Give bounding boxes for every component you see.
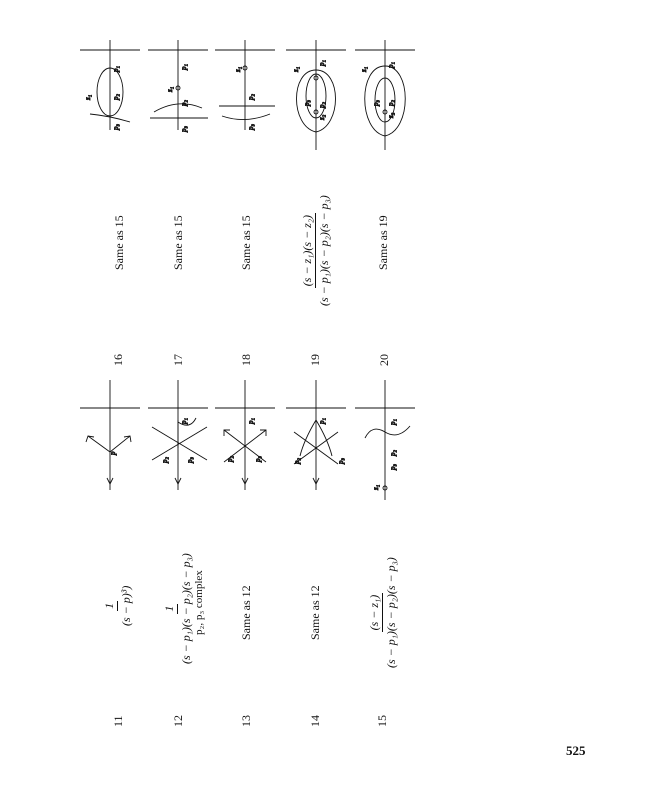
pole-label-p1-15: p₁ [389, 419, 397, 425]
zero-label-z1-19: z₁ [292, 66, 300, 72]
row-number-14: 14 [308, 715, 322, 727]
pole-label-p3: p₃ [186, 457, 194, 463]
transfer-function-20: Same as 19 [376, 215, 390, 270]
row-number-12: 12 [171, 715, 185, 727]
root-locus-16 [80, 40, 140, 131]
zero-label-z1: z₁ [372, 484, 380, 490]
root-locus-11 [80, 380, 140, 490]
pole-label-p1-19: p₁ [318, 60, 326, 66]
row-number-20: 20 [377, 354, 391, 366]
zero-label-z1-16: z₁ [84, 94, 92, 100]
root-locus-17 [148, 40, 208, 133]
pole-label-p2-19: p₂ [318, 102, 326, 108]
pole-label-p1-16: p₁ [112, 66, 120, 72]
row-number-11: 11 [111, 715, 125, 727]
root-locus-19 [286, 40, 346, 150]
pole-label-p1-17: p₁ [180, 64, 188, 70]
pole-label-p3-18: p₃ [247, 124, 255, 130]
zero-label-z2-20: z₂ [387, 112, 395, 118]
transfer-function-14: Same as 12 [308, 585, 322, 640]
row-number-18: 18 [239, 354, 253, 366]
root-locus-15 [355, 380, 415, 500]
root-locus-18 [215, 40, 275, 131]
zero-label-z1-20: z₁ [360, 66, 368, 72]
transfer-function-17: Same as 15 [171, 215, 185, 270]
transfer-function-19: (s − z₁)(s − z₂) (s − p₁)(s − p₂)(s − p₃) [300, 195, 331, 306]
pole-label-p1-14: p₁ [318, 418, 326, 424]
zero-label-z2-19: z₂ [318, 114, 326, 120]
zero-label-z1-18: z₁ [234, 66, 242, 72]
pole-label-p2: p₂ [161, 457, 169, 463]
pole-label-p2-13: p₂ [226, 456, 234, 462]
transfer-function-15: (s − z₁) (s − p₁)(s − p₂)(s − p₃) [367, 557, 398, 668]
pole-label-p1: p₁ [180, 418, 188, 424]
transfer-function-13: Same as 12 [239, 585, 253, 640]
pole-label-p1-13: p₁ [247, 418, 255, 424]
transfer-function-18: Same as 15 [239, 215, 253, 270]
pole-label-p2-15: p₂ [389, 450, 397, 456]
transfer-function-11: 1 (s − p)³) [102, 585, 133, 626]
pole-label-p3-13: p₃ [254, 456, 262, 462]
root-locus-20 [355, 40, 415, 150]
pole-label-p1-20: p₁ [387, 62, 395, 68]
transfer-function-16: Same as 15 [112, 215, 126, 270]
pole-label-p2-20: p₂ [387, 100, 395, 106]
transfer-function-12: 1 (s − p₁)(s − p₂)(s − p₃) [162, 553, 193, 664]
root-locus-12 [148, 380, 208, 490]
row-number-15: 15 [375, 715, 389, 727]
row-number-13: 13 [239, 715, 253, 727]
pole-label-p3-16: p₃ [112, 124, 120, 130]
pole-label-p2-14: p₂ [293, 458, 301, 464]
row-number-16: 16 [111, 354, 125, 366]
pole-label-p2-18: p₂ [247, 94, 255, 100]
pole-label-p3-19: p₃ [303, 100, 311, 106]
page-number: 525 [566, 743, 586, 758]
pole-label-p: p [109, 451, 117, 455]
pole-label-p3-15: p₃ [389, 464, 397, 470]
row-number-19: 19 [308, 354, 322, 366]
pole-label-p3-17: p₃ [180, 126, 188, 132]
pole-label-p2-17: p₂ [180, 100, 188, 106]
root-locus-14 [286, 380, 346, 490]
transfer-function-12-note: p₂, p₃ complex [193, 570, 205, 635]
row-number-17: 17 [171, 354, 185, 366]
pole-label-p2-16: p₂ [112, 94, 120, 100]
pole-label-p3-14: p₃ [337, 458, 345, 464]
pole-label-p3-20: p₃ [372, 100, 380, 106]
root-locus-13 [215, 380, 275, 490]
zero-label-z1-17: z₁ [166, 86, 174, 92]
